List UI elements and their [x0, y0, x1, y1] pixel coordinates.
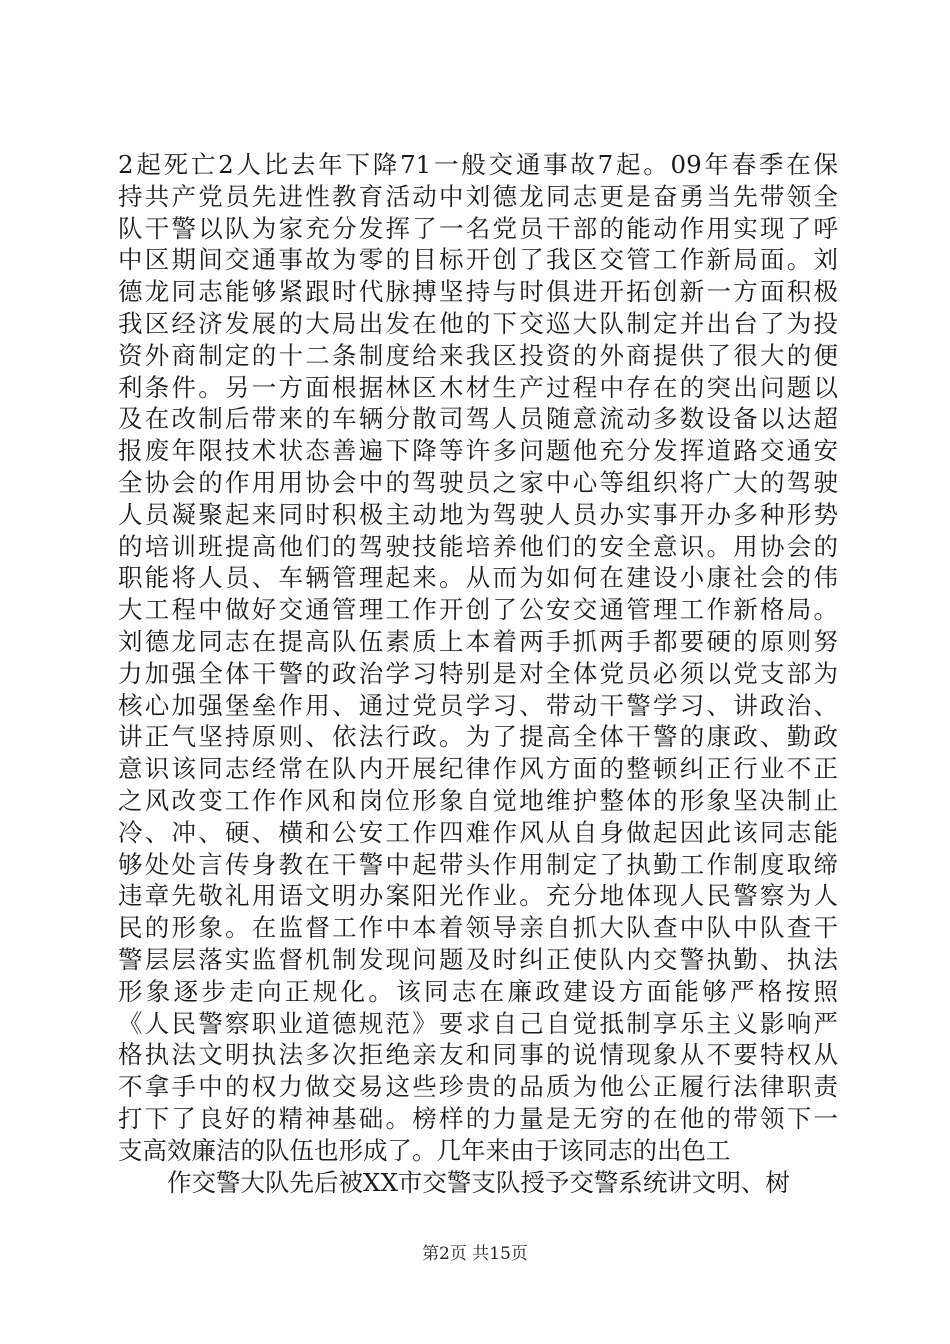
- document-body: [118, 149, 838, 1198]
- body-line-21: 之风改变工作作风和岗位形象自觉地维护整体的形象坚决制止: [118, 785, 838, 815]
- body-line-29: 格执法文明执法多次拒绝亲友和同事的说情现象从不要特权从: [118, 1040, 838, 1070]
- page-number-footer: 第2页 共15页: [422, 1244, 528, 1264]
- body-line-9: 及在改制后带来的车辆分散司驾人员随意流动多数设备以达超: [118, 404, 838, 434]
- paragraph-2-first-line: 作交警大队先后被XX市交警支队授予交警系统讲文明、树: [167, 1167, 790, 1197]
- body-line-2: 持共产党员先进性教育活动中刘德龙同志更是奋勇当先带领全: [118, 181, 838, 211]
- body-line-26: 警层层落实监督机制发现问题及时纠正使队内交警执勤、执法: [118, 944, 838, 974]
- body-line-5: 德龙同志能够紧跟时代脉搏坚持与时俱进开拓创新一方面积极: [118, 277, 838, 307]
- body-line-3: 队干警以队为家充分发挥了一名党员干部的能动作用实现了呼: [118, 213, 838, 243]
- body-line-1: 2起死亡2人比去年下降71一般交通事故7起。09年春季在保: [118, 150, 838, 179]
- body-line-19: 讲正气坚持原则、依法行政。为了提高全体干警的康政、勤政: [118, 722, 838, 752]
- body-line-6: 我区经济发展的大局出发在他的下交巡大队制定并出台了为投: [118, 308, 838, 338]
- body-line-15: 大工程中做好交通管理工作开创了公安交通管理工作新格局。: [118, 595, 838, 625]
- body-line-4: 中区期间交通事故为零的目标开创了我区交管工作新局面。刘: [118, 245, 838, 275]
- body-line-23: 够处处言传身教在干警中起带头作用制定了执勤工作制度取缔: [118, 849, 838, 879]
- body-line-20: 意识该同志经常在队内开展纪律作风方面的整顿纠正行业不正: [118, 754, 838, 784]
- body-line-14: 职能将人员、车辆管理起来。从而为如何在建设小康社会的伟: [118, 563, 838, 593]
- body-line-8: 利条件。另一方面根据林区木材生产过程中存在的突出问题以: [118, 372, 838, 402]
- body-line-28: 《人民警察职业道德规范》要求自己自觉抵制享乐主义影响严: [118, 1008, 838, 1038]
- body-line-12: 人员凝聚起来同时积极主动地为驾驶人员办实事开办多种形势: [118, 499, 838, 529]
- body-line-17: 力加强全体干警的政治学习特别是对全体党员必须以党支部为: [118, 658, 838, 688]
- body-line-7: 资外商制定的十二条制度给来我区投资的外商提供了很大的便: [118, 340, 838, 370]
- body-line-18: 核心加强堡垒作用、通过党员学习、带动干警学习、讲政治、: [118, 690, 838, 720]
- body-line-30: 不拿手中的权力做交易这些珍贵的品质为他公正履行法律职责: [118, 1072, 838, 1102]
- body-line-24: 违章先敬礼用语文明办案阳光作业。充分地体现人民警察为人: [118, 881, 838, 911]
- body-line-16: 刘德龙同志在提高队伍素质上本着两手抓两手都要硬的原则努: [118, 626, 838, 656]
- body-line-32: 支高效廉洁的队伍也形成了。几年来由于该同志的出色工: [118, 1135, 731, 1165]
- body-line-25: 民的形象。在监督工作中本着领导亲自抓大队查中队中队查干: [118, 913, 838, 943]
- body-line-10: 报废年限技术状态善遍下降等许多问题他充分发挥道路交通安: [118, 436, 838, 466]
- body-line-13: 的培训班提高他们的驾驶技能培养他们的安全意识。用协会的: [118, 531, 838, 561]
- body-line-11: 全协会的作用用协会中的驾驶员之家中心等组织将广大的驾驶: [118, 467, 838, 497]
- body-line-27: 形象逐步走向正规化。该同志在廉政建设方面能够严格按照: [118, 976, 838, 1006]
- body-line-22: 冷、冲、硬、横和公安工作四难作风从自身做起因此该同志能: [118, 817, 838, 847]
- body-line-31: 打下了良好的精神基础。榜样的力量是无穷的在他的带领下一: [118, 1103, 838, 1133]
